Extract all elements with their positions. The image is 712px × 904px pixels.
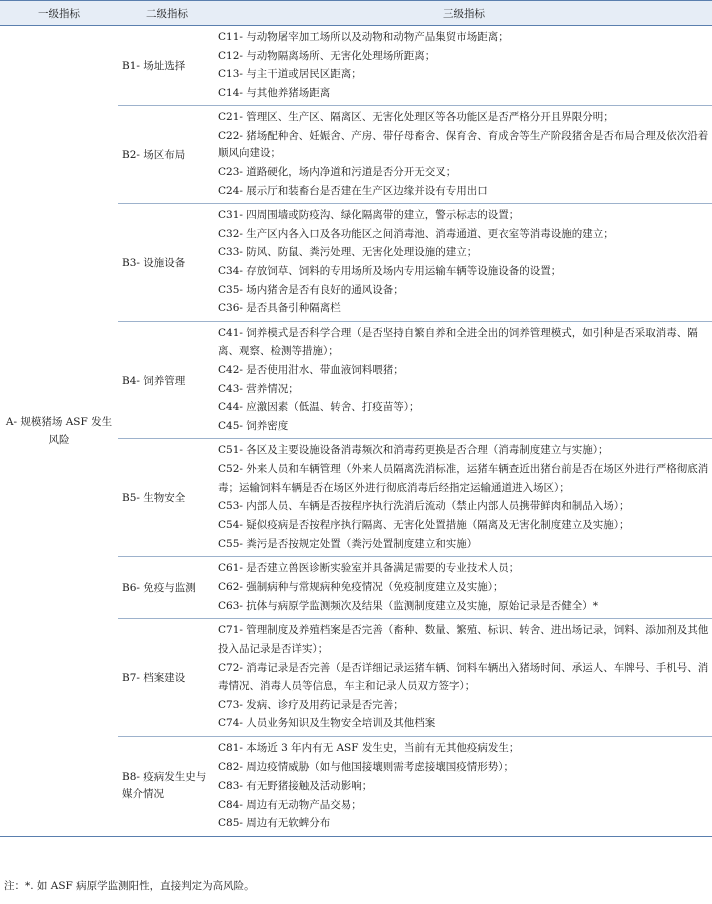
level2-cell — [118, 619, 216, 737]
level3-indicator: C21- 管理区、生产区、隔离区、无害化处理区等各功能区是否严格分开且界限分明； — [218, 111, 614, 124]
level3-indicator: C14- 与其他养猪场距离 — [218, 86, 331, 99]
level3-indicator: C81- 本场近 3 年内有无 ASF 发生史，当前有无其他疫病发生； — [218, 742, 520, 754]
level3-indicator: C23- 道路硬化，场内净道和污道是否分开无交叉； — [218, 165, 457, 178]
level3-list — [218, 439, 712, 556]
level3-indicator: C36- 是否具备引种隔离栏 — [218, 302, 341, 315]
level3-indicator: C72- 消毒记录是否完善（是否详细记录运猪车辆、饲料车辆出入猪场时间、承运人、车牌号、手机号、消毒情况、消毒人员等信息，车主和记录人员双方签字）； — [218, 661, 709, 693]
level3-indicator: C52- 外来人员和车辆管理（外来人员隔离洗消标准，运猪车辆查近出猪台前是否在场区外进行严格彻底消毒；运输饲料车辆是否在场区外进行彻底消毒后经指定运输通道进入场区）； — [218, 463, 709, 494]
level3-list — [218, 106, 712, 203]
level3-indicator: C31- 四周围墙或防疫沟、绿化隔离带的建立，警示标志的设置； — [218, 209, 520, 222]
level1-indicator: A- 规模猪场 ASF 发生风险 — [0, 26, 118, 837]
level3-indicator: C45- 饲养密度 — [218, 419, 289, 432]
level3-cell — [216, 204, 712, 322]
level2-indicator: B4- 饲养管理 — [122, 374, 186, 387]
level2-indicator: B5- 生物安全 — [122, 492, 186, 505]
level3-list — [218, 322, 712, 439]
level3-indicator: C35- 场内猪舍是否有良好的通风设备； — [218, 283, 404, 296]
level2-indicator: B8- 疫病发生史与媒介情况 — [122, 771, 207, 801]
level3-indicator: C44- 应激因素（低温、转舍、打疫苗等）； — [218, 401, 420, 414]
level3-cell — [216, 26, 712, 106]
level3-indicator: C42- 是否使用泔水、带血液饲料喂猪； — [218, 363, 404, 376]
level3-indicator: C22- 猪场配种舍、妊娠舍、产房、带仔母畜舍、保育舍、育成舍等生产阶段猪舍是否布局合理及依次沿着顺风向建设； — [218, 129, 709, 159]
header-level3: 三级指标 — [216, 1, 712, 26]
level3-indicator: C82- 周边疫情威胁（如与他国接壤则需考虑接壤国疫情形势）； — [218, 761, 515, 773]
level3-list — [218, 737, 712, 836]
level3-list — [218, 204, 712, 321]
level3-cell — [216, 321, 712, 439]
level3-list — [218, 26, 712, 105]
level3-indicator: C33- 防风、防鼠、粪污处理、无害化处理设施的建立； — [218, 246, 478, 259]
level2-indicator: B6- 免疫与监测 — [122, 582, 196, 595]
level3-list — [218, 557, 712, 618]
level3-cell — [216, 737, 712, 837]
level3-indicator: C43- 营养情况； — [218, 382, 299, 395]
level3-indicator: C34- 存放饲草、饲料的专用场所及场内专用运输车辆等设施设备的设置； — [218, 264, 562, 277]
level2-cell — [118, 321, 216, 439]
level3-indicator: C24- 展示厅和装畜台是否建在生产区边缘并设有专用出口 — [218, 184, 488, 197]
level3-indicator: C54- 疑似疫病是否按程序执行隔离、无害化处置措施（隔离及无害化制度建立及实施）； — [218, 519, 630, 532]
table-body — [0, 26, 712, 837]
level2-cell — [118, 737, 216, 837]
level3-cell — [216, 557, 712, 619]
level3-indicator: C61- 是否建立兽医诊断实验室并具备满足需要的专业技术人员； — [218, 562, 520, 575]
level3-indicator: C85- 周边有无软蜱分布 — [218, 817, 331, 830]
table-row — [0, 26, 712, 106]
level3-indicator: C11- 与动物屠宰加工场所以及动物和动物产品集贸市场距离； — [218, 31, 509, 43]
level3-cell — [216, 106, 712, 204]
header-level2: 二级指标 — [118, 1, 216, 26]
header-level1: 一级指标 — [0, 1, 118, 26]
level2-indicator: B3- 设施设备 — [122, 256, 186, 269]
level3-indicator: C55- 粪污是否按规定处置（粪污处置制度建立和实施） — [218, 537, 478, 550]
level2-cell — [118, 26, 216, 106]
level2-indicator: B2- 场区布局 — [122, 149, 186, 162]
level3-indicator: C51- 各区及主要设施设备消毒频次和消毒药更换是否合理（消毒制度建立与实施）； — [218, 444, 609, 457]
level2-cell — [118, 557, 216, 619]
level3-cell — [216, 619, 712, 737]
level2-cell — [118, 439, 216, 557]
level3-indicator: C63- 抗体与病原学监测频次及结果（监测制度建立及实施，原始记录是否健全）* — [218, 599, 599, 612]
level2-indicator: B7- 档案建设 — [122, 672, 186, 685]
level3-indicator: C74- 人员业务知识及生物安全培训及其他档案 — [218, 717, 436, 730]
level3-indicator: C32- 生产区内各入口及各功能区之间消毒池、消毒通道、更衣室等消毒设施的建立； — [218, 227, 614, 240]
level3-indicator: C12- 与动物隔离场所、无害化处理场所距离； — [218, 49, 436, 62]
table-note: 注：*. 如 ASF 病原学监测阳性，直接判定为高风险。 — [4, 880, 255, 892]
level3-indicator: C71- 管理制度及养殖档案是否完善（畜种、数量、繁殖、标识、转舍、进出场记录，饲料、添加剂及其他投入品记录是否详实）； — [218, 624, 709, 656]
level3-indicator: C41- 饲养模式是否科学合理（是否坚持自繁自养和全进全出的饲养管理模式，如引种是否采取消毒、隔离、观察、检测等措施）； — [218, 326, 698, 358]
level3-indicator: C84- 周边有无动物产品交易； — [218, 798, 362, 811]
level2-cell — [118, 204, 216, 322]
level3-indicator: C83- 有无野猪接触及活动影响； — [218, 780, 373, 792]
level3-indicator: C53- 内部人员、车辆是否按程序执行洗消后流动（禁止内部人员携带鲜肉和制品入场）； — [218, 500, 630, 513]
level3-indicator: C13- 与主干道或居民区距离； — [218, 68, 362, 81]
header-row — [0, 1, 712, 26]
level3-cell — [216, 439, 712, 557]
level2-indicator: B1- 场址选择 — [122, 60, 186, 73]
level3-indicator: C62- 强制病种与常规病种免疫情况（免疫制度建立及实施）； — [218, 580, 504, 593]
level2-cell — [118, 106, 216, 204]
level3-indicator: C73- 发病、诊疗及用药记录是否完善； — [218, 698, 404, 711]
level3-list — [218, 619, 712, 736]
